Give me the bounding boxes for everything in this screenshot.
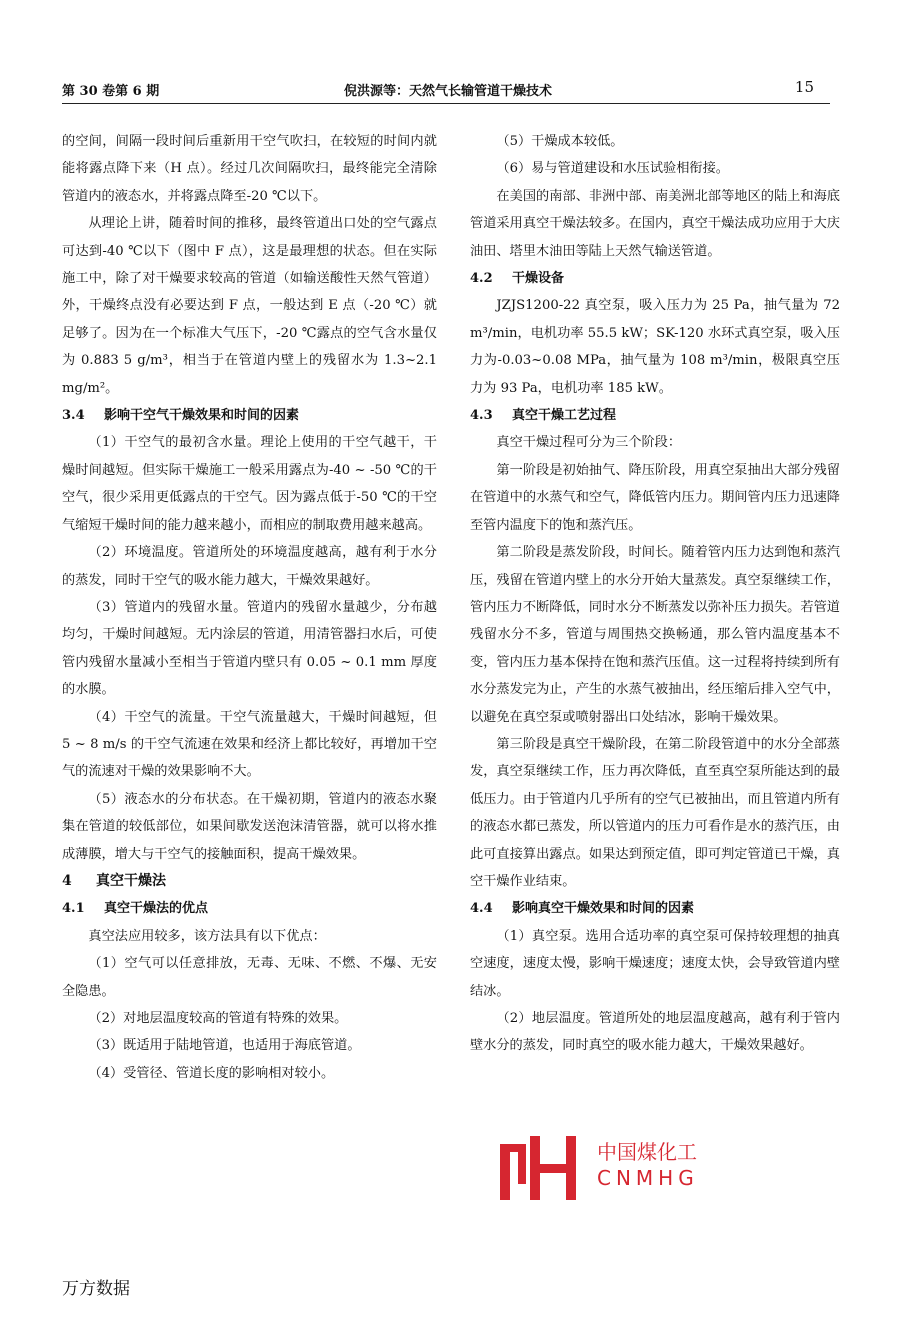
section-heading-4-1: 4.1 真空干燥法的优点 xyxy=(62,901,209,917)
paragraph: 在美国的南部、非洲中部、南美洲北部等地区的陆上和海底管道采用真空干燥法较多。在国内，真空干燥法成功应用于大庆油田、塔里木油田等陆上天然气输送管道。 xyxy=(470,188,840,259)
paragraph: 的空间，间隔一段时间后重新用干空气吹扫，在较短的时间内就能将露点降下来（H 点）。经过几次间隔吹扫，最终能完全清除管道内的液态水，并将露点降至-20 ℃以下。 xyxy=(62,134,437,204)
paragraph: 第三阶段是真空干燥阶段，在第二阶段管道中的水分全部蒸发，真空泵继续工作，压力再次降低，直至真空泵所能达到的最低压力。由于管道内几乎所有的空气已被抽出，而且管道内所有的液态水都已蒸发，所以管道内的压力可看作是水的蒸汽压，由此可直接算出露点。如果达到预定值，即可判定管道已干燥，真空干燥作业结束。 xyxy=(470,736,840,889)
list-item: （5）液态水的分布状态。在干燥初期，管道内的液态水聚集在管道的较低部位，如果间歇发送泡沫清管器，就可以将水推成薄膜，增大与干空气的接触面积，提高干燥效果。 xyxy=(62,791,437,862)
list-item: （1）空气可以任意排放，无毒、无味、不燃、不爆、无安全隐患。 xyxy=(62,956,437,999)
list-item: （2）地层温度。管道所处的地层温度越高，越有利于管内壁水分的蒸发，同时真空的吸水能力越大，干燥效果越好。 xyxy=(470,1011,840,1054)
section-heading-4-4: 4.4 影响真空干燥效果和时间的因素 xyxy=(470,901,695,917)
paragraph: 第二阶段是蒸发阶段，时间长。随着管内压力达到饱和蒸汽压，残留在管道内壁上的水分开始大量蒸发。真空泵继续工作，管内压力不断降低，同时水分不断蒸发以弥补压力损失。若管道残留水分不多，管道与周围热交换畅通，那么管内温度基本不变，管内压力基本保持在饱和蒸汽压值。这一过程将持续到所有水分蒸发完为止，产生的水蒸气被抽出，经压缩后排入空气中，以避免在真空泵或喷射器出口处结冰，影响干燥效果。 xyxy=(470,545,840,725)
list-item: （1）真空泵。选用合适功率的真空泵可保持较理想的抽真空速度，速度太慢，影响干燥速度；速度太快，会导致管道内壁结冰。 xyxy=(470,928,840,999)
list-item: （6）易与管道建设和水压试验相衔接。 xyxy=(496,161,729,177)
list-item: （4）受管径、管道长度的影响相对较小。 xyxy=(88,1065,335,1081)
paragraph: 第一阶段是初始抽气、降压阶段，用真空泵抽出大部分残留在管道中的水蒸气和空气，降低管内压力。期间管内压力迅速降至管内温度下的饱和蒸汽压。 xyxy=(470,462,840,533)
section-heading-3-4: 3.4 影响干空气干燥效果和时间的因素 xyxy=(62,408,300,424)
list-item: （2）环境温度。管道所处的环境温度越高，越有利于水分的蒸发，同时干空气的吸水能力越大，干燥效果越好。 xyxy=(62,545,437,588)
paragraph: 真空法应用较多，该方法具有以下优点： xyxy=(88,928,326,944)
watermark xyxy=(500,1136,710,1200)
running-title: 倪洪源等：天然气长输管道干燥技术 xyxy=(344,84,553,99)
left-column xyxy=(62,128,437,1087)
header-rule xyxy=(62,103,830,104)
right-column xyxy=(470,128,840,1060)
page-number: 15 xyxy=(794,78,814,96)
paragraph: JZJS1200-22 真空泵，吸入压力为 25 Pa，抽气量为 72 m³/min，电机功率 55.5 kW；SK-120 水环式真空泵，吸入压力为-0.03~0.08 MPa，抽气量为 108 m³/min，极限真空压力为 93 Pa，电机功率 185 kW。 xyxy=(470,298,840,396)
watermark-text-en: CNMHG xyxy=(597,1166,699,1190)
paragraph: 从理论上讲，随着时间的推移，最终管道出口处的空气露点可达到-40 ℃以下（图中 F 点），这是最理想的状态。但在实际施工中，除了对干燥要求较高的管道（如输送酸性天然气管道）外，干燥终点没有必要达到 F 点，一般达到 E 点（-20 ℃）就足够了。因为在一个标准大气压下，-20 ℃露点的空气含水量仅为 0.883 5 g/m³，相当于在管道内壁上的残留水为 1.3~2.1 mg/m²。 xyxy=(62,216,437,396)
watermark-logo-icon xyxy=(500,1136,586,1200)
list-item: （5）干燥成本较低。 xyxy=(496,134,624,149)
list-item: （3）既适用于陆地管道，也适用于海底管道。 xyxy=(88,1038,361,1054)
list-item: （4）干空气的流量。干空气流量越大，干燥时间越短，但 5 ~ 8 m/s 的干空气流速在效果和经济上都比较好，再增加干空气的流速对干燥的效果影响不大。 xyxy=(62,709,437,780)
section-heading-4: 4 真空干燥法 xyxy=(62,872,166,889)
section-heading-4-2: 4.2 干燥设备 xyxy=(470,271,565,287)
watermark-text-cn: 中国煤化工 xyxy=(597,1136,697,1165)
footer-source: 万方数据 xyxy=(62,1279,130,1299)
list-item: （1）干空气的最初含水量。理论上使用的干空气越干，干燥时间越短。但实际干燥施工一般采用露点为-40 ~ -50 ℃的干空气，很少采用更低露点的干空气。因为露点低于-50 ℃的干空气缩短干燥时间的能力越来越小，而相应的制取费用越来越高。 xyxy=(62,435,437,533)
section-heading-4-3: 4.3 真空干燥工艺过程 xyxy=(470,408,617,424)
paragraph: 真空干燥过程可分为三个阶段： xyxy=(496,435,682,451)
list-item: （3）管道内的残留水量。管道内的残留水量越少，分布越均匀，干燥时间越短。无内涂层的管道，用清管器扫水后，可使管内残留水量减小至相当于管道内壁只有 0.05 ~ 0.1 mm 厚度的水膜。 xyxy=(62,599,437,698)
list-item: （2）对地层温度较高的管道有特殊的效果。 xyxy=(88,1011,348,1026)
running-header xyxy=(62,80,822,102)
journal-volume: 第 30 卷第 6 期 xyxy=(62,84,160,99)
